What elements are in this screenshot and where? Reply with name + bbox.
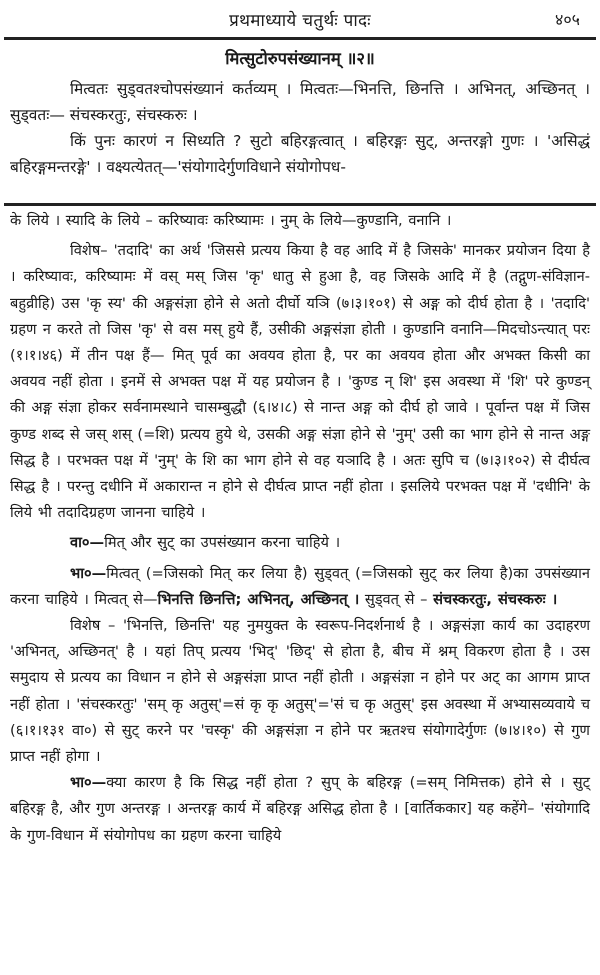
page-header [0,0,600,40]
bhashya-examples: भिनत्ति छिनत्ति; अभिनत्, अच्छिनत् । [157,590,360,608]
vartika-label: वा०— [70,534,105,552]
header-rule [4,37,596,40]
page-number: ४०५ [555,10,580,29]
vartika-text: मित् और सुट् का उपसंख्यान करना चाहिये । [104,534,341,552]
sanskrit-paragraph: किं पुनः कारणं न सिध्यति ? सुटो बहिरङ्गत्वात् । बहिरङ्गः सुट्, अन्तरङ्गो गुणः । 'असिद्धं बहिरङ्गमन्तरङ्गे' । वक्ष्यत्येतत्—'संयोगादेर्गुणविधाने संयोगोपध- [10,132,590,176]
section-divider-rule [4,203,596,206]
sanskrit-paragraph: मित्वतः सुड्वतश्चोपसंख्यानं कर्तव्यम् । मित्वतः—भिनत्ति, छिनत्ति । अभिनत्, अच्छिनत् । सुड्वतः— संचस्करतुः, संचस्करुः । [10,80,590,124]
commentary-paragraph-vishesh: विशेष– 'तदादि' का अर्थ 'जिससे प्रत्यय किया है वह आदि में है जिसके' मानकर प्रयोजन दिया है । करिष्यावः, करिष्यामः में वस् मस् जिस 'कृ' धातु से हुआ है, वह जिसके आदि में है (तद्गुण-संविज्ञान-बहुव्रीहि) उस 'कृ स्य' की अङ्गसंज्ञा होने से अतो दीर्घो यञि (७।३।१०१) से अङ्ग को दीर्घ होता है । 'तदादि' ग्रहण न करते तो जिस 'कृ' से वस मस् हुये हैं, उसीकी अङ्गसंज्ञा होती । कुण्डानि वनानि—मिदचोऽन्त्यात् परः (१।१।४६) में तीन पक्ष हैं— मित् पूर्व का अवयव होता है, पर का अवयव होता और अभक्त किसी का अवयव नहीं होता । इनमें से अभक्त पक्ष में यह प्रयोजन है । 'कुण्ड न् शि' इस अवस्था में 'शि' परे कुण्डन् की अङ्ग संज्ञा होकर सर्वनामस्थाने चासम्बुद्धौ (६।४।८) से नान्त अङ्ग को दीर्घ हो जावे । पूर्वान्त पक्ष में जिस कुण्ड शब्द से जस् शस् (=शि) प्रत्यय हुये थे, उसकी अङ्ग संज्ञा होने से 'नुम्' उसी का भाग होने से नान्त अङ्ग सिद्ध है । परभक्त पक्ष में 'नुम्' के शि का भाग होने से वह यञादि है । अतः सुपि च (७।३।१०२) से दीर्घत्व सिद्ध है । परन्तु दधीनि में अकारान्त न होने से दीर्घत्व प्राप्त नहीं होता । इसलिये परभक्त पक्ष में 'दधीनि' के लिये भी तदादिग्रहण जानना चाहिये । [10,242,590,522]
bhashya-label: भा०— [70,564,107,582]
bhashya-text: क्या कारण है कि सिद्ध नहीं होता ? सुप् के बहिरङ्ग (=सम् निमित्तक) होने से । सुट् बहिरङ्ग है, और गुण अन्तरङ्ग । अन्तरङ्ग कार्य में बहिरङ्ग असिद्ध होता है । [वार्तिककार] यह कहेंगे– 'संयोगादि के गुण-विधान में संयोगोपध का ग्रहण करना चाहिये [10,774,590,844]
running-head: प्रथमाध्याये चतुर्थः पादः [229,11,371,31]
vartika-title: मित्सुटोरुपसंख्यानम् ॥२॥ [225,49,375,68]
commentary-paragraph-vishesh-2: विशेष – 'भिनत्ति, छिनत्ति' यह नुमयुक्त के स्वरूप-निदर्शनार्थ है । अङ्गसंज्ञा कार्य का उदाहरण 'अभिनत्, अच्छिनत्' है । यहां तिप् प्रत्यय 'भिद्' 'छिद्' से होता है, बीच में श्नम् विकरण होता है । उस समुदाय से प्रत्यय का विधान न होने से अङ्गसंज्ञा प्राप्त नहीं होती । अङ्गसंज्ञा न होने पर अट् का आगम प्राप्त नहीं होता । 'संचस्करतुः' 'सम् कृ अतुस्'=सं कृ कृ अतुस्'='सं च कृ अतुस्' इस अवस्था में अभ्यासव्यवाये च (६।१।१३१ वा०) से सुट् करने पर 'चस्कृ' की अङ्गसंज्ञा न होने पर ऋतश्च संयोगादेर्गुणः (७।४।१०) से गुण प्राप्त नहीं होगा । [10,617,590,766]
hindi-commentary [0,208,600,849]
bhashya-translation [10,561,590,613]
vartika-translation [10,530,590,556]
bhashya-text: मित्वत् (=जिसको मित् कर लिया है) सुड्वत् (=जिसको सुट् कर लिया है)का उपसंख्यान करना चाहिये । मित्वत् से— [10,564,590,608]
bhashya-text-mid: सुड्वत् से – [359,590,434,608]
sanskrit-mahabhashya-block [0,44,600,180]
bhashya-examples-2: संचस्करतुः, संचस्करुः । [433,590,558,608]
commentary-paragraph: के लिये । स्यादि के लिये – करिष्यावः करिष्यामः । नुम् के लिये—कुण्डानि, वनानि । [10,212,452,229]
bhashya-translation-2 [10,770,590,849]
bhashya-label: भा०— [70,774,107,792]
